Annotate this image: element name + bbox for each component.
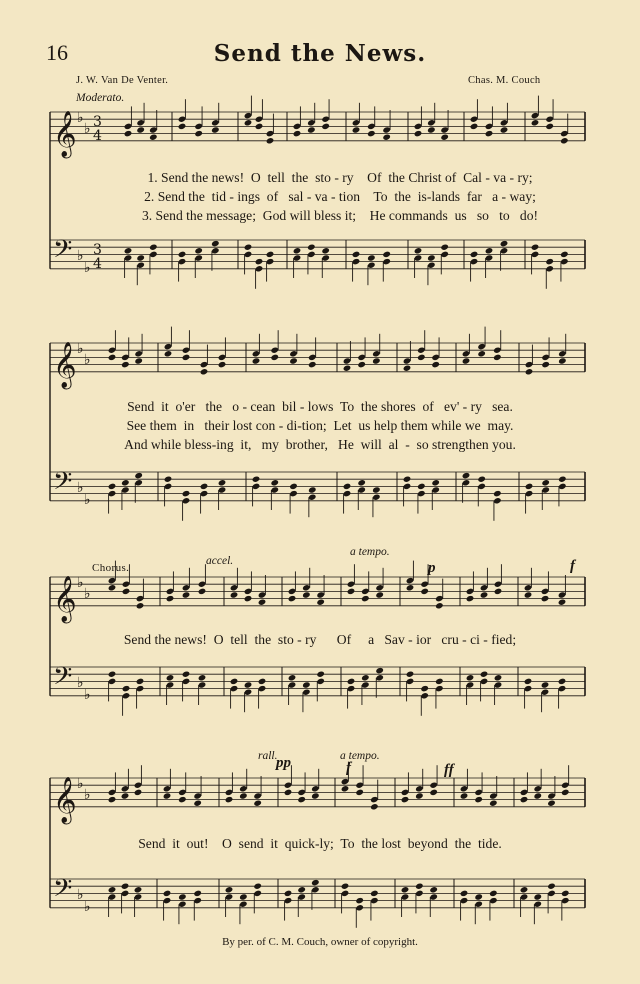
note-head bbox=[466, 595, 475, 602]
hymn-title: Send the News. bbox=[213, 40, 427, 67]
note-head bbox=[244, 681, 253, 688]
note-head bbox=[560, 251, 569, 258]
note-head bbox=[561, 890, 570, 897]
note-head bbox=[558, 476, 567, 483]
dynamic-f: f bbox=[570, 558, 575, 574]
note-head bbox=[253, 800, 262, 807]
note-head bbox=[367, 130, 376, 137]
note-head bbox=[420, 685, 429, 692]
note-head bbox=[545, 123, 554, 130]
note-head bbox=[420, 588, 429, 595]
note-head bbox=[293, 247, 302, 254]
note-head bbox=[531, 119, 540, 126]
note-head bbox=[524, 678, 533, 685]
note-head bbox=[321, 123, 330, 130]
note-head bbox=[163, 890, 172, 897]
note-head bbox=[355, 897, 364, 904]
note-head bbox=[406, 671, 415, 678]
note-head bbox=[401, 796, 410, 803]
note-head bbox=[288, 674, 297, 681]
note-head bbox=[477, 350, 486, 357]
note-head bbox=[302, 591, 311, 598]
note-head bbox=[500, 126, 509, 133]
note-head bbox=[108, 886, 117, 893]
note-head bbox=[194, 247, 203, 254]
note-head bbox=[108, 671, 117, 678]
copyright-footer: By per. of C. M. Couch, owner of copyright. bbox=[222, 936, 418, 948]
treble-clef: 𝄞 bbox=[53, 341, 77, 388]
music-credit: Chas. M. Couch bbox=[468, 75, 541, 86]
note-head bbox=[494, 588, 503, 595]
note-head bbox=[321, 247, 330, 254]
note-head bbox=[470, 251, 479, 258]
note-head bbox=[255, 123, 264, 130]
note-head bbox=[124, 130, 133, 137]
key-signature-flat: ♭ bbox=[84, 121, 91, 137]
note-head bbox=[136, 602, 145, 609]
note-head bbox=[182, 671, 191, 678]
chorus-line: Send it out! O send it quick-ly; To the lost beyond the tide. bbox=[138, 836, 502, 851]
note-head bbox=[494, 674, 503, 681]
note-head bbox=[124, 247, 133, 254]
dynamic-ff: ff bbox=[444, 762, 454, 778]
note-head bbox=[415, 883, 424, 890]
verse-line: And while bless-ing it, my brother, He will al - so strengthen you. bbox=[124, 437, 516, 452]
chorus-label: Chorus. bbox=[92, 562, 130, 574]
note-head bbox=[121, 361, 130, 368]
key-signature-flat: ♭ bbox=[77, 675, 84, 691]
bass-clef: 𝄢 bbox=[53, 467, 73, 502]
note-head bbox=[429, 886, 438, 893]
note-head bbox=[193, 890, 202, 897]
key-signature-flat: ♭ bbox=[84, 352, 91, 368]
note-head bbox=[375, 591, 384, 598]
note-head bbox=[541, 595, 550, 602]
note-head bbox=[289, 357, 298, 364]
bass-clef: 𝄢 bbox=[53, 874, 73, 909]
note-head bbox=[311, 792, 320, 799]
verse-line: 3. Send the message; God will bless it; He commands us so to do! bbox=[141, 208, 539, 223]
note-head bbox=[311, 879, 320, 886]
note-head bbox=[166, 674, 175, 681]
note-head bbox=[166, 595, 175, 602]
note-head bbox=[134, 886, 143, 893]
a-tempo-marking-2: a tempo. bbox=[340, 750, 380, 762]
note-head bbox=[524, 591, 533, 598]
note-head bbox=[427, 126, 436, 133]
treble-clef: 𝄞 bbox=[53, 110, 77, 157]
key-signature-flat: ♭ bbox=[77, 110, 84, 126]
note-head bbox=[357, 479, 366, 486]
note-head bbox=[545, 258, 554, 265]
note-head bbox=[108, 483, 117, 490]
note-head bbox=[480, 591, 489, 598]
note-head bbox=[401, 886, 410, 893]
note-head bbox=[406, 584, 415, 591]
note-head bbox=[121, 479, 130, 486]
note-head bbox=[547, 883, 556, 890]
note-head bbox=[547, 800, 556, 807]
note-head bbox=[561, 789, 570, 796]
note-head bbox=[225, 886, 234, 893]
note-head bbox=[415, 792, 424, 799]
key-signature-flat: ♭ bbox=[77, 341, 84, 357]
note-head bbox=[307, 126, 316, 133]
key-signature-flat: ♭ bbox=[84, 492, 91, 508]
note-head bbox=[343, 483, 352, 490]
note-head bbox=[343, 365, 352, 372]
note-head bbox=[134, 357, 143, 364]
note-head bbox=[403, 365, 412, 372]
note-head bbox=[493, 354, 502, 361]
note-head bbox=[258, 599, 267, 606]
note-head bbox=[417, 483, 426, 490]
note-head bbox=[308, 486, 317, 493]
note-head bbox=[520, 886, 529, 893]
note-head bbox=[470, 123, 479, 130]
dynamic-f-2: f bbox=[346, 760, 351, 776]
note-head bbox=[218, 479, 227, 486]
note-head bbox=[533, 792, 542, 799]
note-head bbox=[178, 123, 187, 130]
verse-line: Send it o'er the o - cean bil - lows To the shores of ev' - ry sea. bbox=[127, 399, 513, 414]
note-head bbox=[493, 490, 502, 497]
note-head bbox=[341, 883, 350, 890]
note-head bbox=[460, 792, 469, 799]
note-head bbox=[194, 130, 203, 137]
note-head bbox=[489, 800, 498, 807]
note-head bbox=[308, 361, 317, 368]
note-head bbox=[270, 479, 279, 486]
note-head bbox=[225, 796, 234, 803]
note-head bbox=[163, 792, 172, 799]
note-head bbox=[375, 667, 384, 674]
note-head bbox=[541, 681, 550, 688]
note-head bbox=[361, 674, 370, 681]
note-head bbox=[477, 476, 486, 483]
note-head bbox=[460, 890, 469, 897]
note-head bbox=[307, 244, 316, 251]
note-head bbox=[440, 244, 449, 251]
note-head bbox=[435, 602, 444, 609]
key-signature-flat: ♭ bbox=[84, 586, 91, 602]
key-signature-flat: ♭ bbox=[84, 787, 91, 803]
note-head bbox=[347, 588, 356, 595]
key-signature-flat: ♭ bbox=[77, 575, 84, 591]
key-signature-flat: ♭ bbox=[84, 899, 91, 915]
note-head bbox=[266, 137, 275, 144]
note-head bbox=[466, 674, 475, 681]
key-signature-flat: ♭ bbox=[77, 887, 84, 903]
note-head bbox=[293, 130, 302, 137]
note-head bbox=[382, 251, 391, 258]
time-signature: 4 bbox=[93, 128, 102, 144]
note-head bbox=[431, 361, 440, 368]
note-head bbox=[255, 258, 264, 265]
note-head bbox=[352, 251, 361, 258]
note-head bbox=[136, 678, 145, 685]
note-head bbox=[122, 685, 131, 692]
note-head bbox=[541, 479, 550, 486]
key-signature-flat: ♭ bbox=[77, 776, 84, 792]
note-head bbox=[230, 591, 239, 598]
time-signature: 3 bbox=[93, 114, 102, 130]
note-head bbox=[558, 678, 567, 685]
note-head bbox=[244, 595, 253, 602]
note-head bbox=[193, 800, 202, 807]
note-head bbox=[352, 126, 361, 133]
note-head bbox=[435, 678, 444, 685]
note-head bbox=[108, 584, 117, 591]
note-head bbox=[211, 126, 220, 133]
note-head bbox=[136, 254, 145, 261]
note-head bbox=[178, 796, 187, 803]
words-credit: J. W. Van De Venter. bbox=[76, 75, 169, 86]
note-head bbox=[134, 472, 143, 479]
note-head bbox=[164, 476, 173, 483]
rall-marking: rall. bbox=[258, 750, 278, 762]
note-head bbox=[431, 479, 440, 486]
note-head bbox=[403, 476, 412, 483]
note-head bbox=[252, 357, 261, 364]
note-head bbox=[297, 796, 306, 803]
note-head bbox=[284, 789, 293, 796]
a-tempo-marking: a tempo. bbox=[350, 546, 390, 558]
note-head bbox=[370, 890, 379, 897]
note-head bbox=[372, 357, 381, 364]
note-head bbox=[474, 796, 483, 803]
note-head bbox=[316, 599, 325, 606]
note-head bbox=[541, 361, 550, 368]
treble-clef: 𝄞 bbox=[53, 776, 77, 823]
note-head bbox=[382, 134, 391, 141]
note-head bbox=[302, 681, 311, 688]
note-head bbox=[178, 893, 187, 900]
note-head bbox=[218, 361, 227, 368]
note-head bbox=[489, 890, 498, 897]
note-head bbox=[558, 357, 567, 364]
note-head bbox=[560, 137, 569, 144]
note-head bbox=[558, 599, 567, 606]
bass-clef: 𝄢 bbox=[53, 662, 73, 697]
time-signature: 4 bbox=[93, 256, 102, 272]
note-head bbox=[270, 354, 279, 361]
note-head bbox=[480, 671, 489, 678]
accel-marking: accel. bbox=[206, 555, 234, 567]
note-head bbox=[182, 490, 191, 497]
tempo-marking: Moderato. bbox=[76, 92, 125, 104]
note-head bbox=[355, 789, 364, 796]
note-head bbox=[357, 361, 366, 368]
note-head bbox=[367, 254, 376, 261]
chorus-line: Send the news! O tell the sto - ry Of a Sav - ior cru - ci - fied; bbox=[123, 632, 517, 647]
note-head bbox=[182, 354, 191, 361]
note-head bbox=[134, 789, 143, 796]
note-head bbox=[122, 588, 131, 595]
note-head bbox=[289, 483, 298, 490]
note-head bbox=[258, 678, 267, 685]
note-head bbox=[200, 483, 209, 490]
time-signature: 3 bbox=[93, 242, 102, 258]
note-head bbox=[485, 130, 494, 137]
note-head bbox=[462, 357, 471, 364]
verse-line: See them in their lost con - di-tion; Let us help them while we may. bbox=[126, 418, 514, 433]
note-head bbox=[284, 890, 293, 897]
note-head bbox=[149, 244, 158, 251]
note-head bbox=[500, 240, 509, 247]
note-head bbox=[533, 893, 542, 900]
note-head bbox=[347, 678, 356, 685]
note-head bbox=[252, 476, 261, 483]
note-head bbox=[136, 126, 145, 133]
note-head bbox=[211, 240, 220, 247]
note-head bbox=[244, 119, 253, 126]
note-head bbox=[341, 785, 350, 792]
key-signature-flat: ♭ bbox=[77, 248, 84, 264]
note-head bbox=[474, 893, 483, 900]
verse-line: 2. Send the tid - ings of sal - va - tion To the is-lands far a - way; bbox=[144, 189, 536, 204]
key-signature-flat: ♭ bbox=[77, 480, 84, 496]
note-head bbox=[525, 483, 534, 490]
note-head bbox=[372, 486, 381, 493]
note-head bbox=[198, 674, 207, 681]
note-head bbox=[239, 893, 248, 900]
note-head bbox=[414, 247, 423, 254]
note-head bbox=[182, 591, 191, 598]
note-head bbox=[520, 796, 529, 803]
note-head bbox=[253, 883, 262, 890]
treble-clef: 𝄞 bbox=[53, 575, 77, 622]
note-head bbox=[440, 134, 449, 141]
bass-clef: 𝄢 bbox=[53, 235, 73, 270]
page-number: 16 bbox=[46, 40, 68, 65]
note-head bbox=[121, 883, 130, 890]
note-head bbox=[531, 244, 540, 251]
note-head bbox=[239, 792, 248, 799]
note-head bbox=[316, 671, 325, 678]
verse-line: 1. Send the news! O tell the sto - ry Of the Christ of Cal - va - ry; bbox=[147, 170, 533, 185]
note-head bbox=[361, 595, 370, 602]
note-head bbox=[417, 354, 426, 361]
note-head bbox=[462, 472, 471, 479]
note-head bbox=[266, 251, 275, 258]
note-head bbox=[427, 254, 436, 261]
note-head bbox=[429, 789, 438, 796]
note-head bbox=[108, 354, 117, 361]
note-head bbox=[178, 251, 187, 258]
note-head bbox=[164, 350, 173, 357]
key-signature-flat: ♭ bbox=[84, 687, 91, 703]
note-head bbox=[244, 244, 253, 251]
dynamic-p: p bbox=[428, 560, 436, 576]
note-head bbox=[297, 886, 306, 893]
note-head bbox=[288, 595, 297, 602]
note-head bbox=[230, 678, 239, 685]
note-head bbox=[108, 796, 117, 803]
key-signature-flat: ♭ bbox=[84, 260, 91, 276]
note-head bbox=[485, 247, 494, 254]
note-head bbox=[121, 792, 130, 799]
note-head bbox=[370, 803, 379, 810]
note-head bbox=[525, 368, 534, 375]
note-head bbox=[149, 134, 158, 141]
note-head bbox=[200, 368, 209, 375]
note-head bbox=[414, 130, 423, 137]
dynamic-pp: pp bbox=[276, 755, 291, 771]
note-head bbox=[198, 588, 207, 595]
